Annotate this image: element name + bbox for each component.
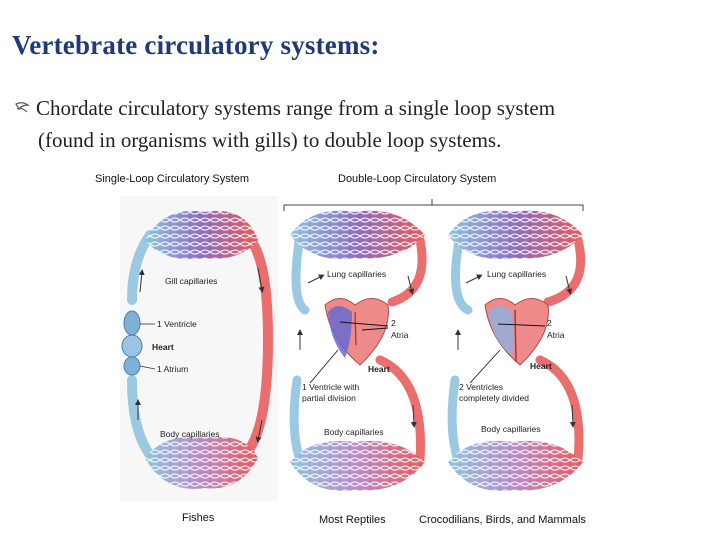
bullet-line-1-text: Chordate circulatory systems range from a single loop system [36,96,556,120]
fish-heart-label: Heart [152,342,174,352]
mammal-atria-number: 2 [547,318,552,328]
mammal-flow-arrow-1 [466,276,480,283]
double-loop-bracket [284,199,583,211]
reptile-flow-arrow-1 [308,276,322,283]
mammals-caption: Crocodilians, Birds, and Mammals [419,514,586,526]
mammal-heart-icon [485,299,548,366]
slide-title: Vertebrate circulatory systems: [12,30,380,60]
single-loop-heading: Single-Loop Circulatory System [95,173,250,185]
reptile-ventricle-label-2: partial division [302,393,356,403]
mammal-circulation [448,211,583,491]
reptile-atria-number: 2 [391,318,396,328]
reptiles-caption: Most Reptiles [319,514,386,526]
fish-body-capillaries-label: Body capillaries [160,429,220,439]
fishes-caption: Fishes [182,512,215,524]
fish-ventricle-label: 1 Ventricle [157,319,197,329]
double-loop-heading: Double-Loop Circulatory System [338,173,497,185]
mammal-ventricles-label-2: completely divided [459,393,529,403]
fish-gill-capillaries-label: Gill capillaries [165,276,218,286]
fish-heart-icon [122,311,142,375]
reptile-heart-label: Heart [368,364,390,374]
fish-circulation [120,196,278,501]
mammal-lung-capillaries-label: Lung capillaries [487,269,547,279]
mammal-vessel-systemic-left [452,380,458,460]
mammal-body-capillaries-label: Body capillaries [481,424,541,434]
reptile-lung-capillaries-label: Lung capillaries [327,269,387,279]
reptile-body-capillaries-label: Body capillaries [324,427,384,437]
reptile-ventricle-label-1: 1 Ventricle with [302,382,360,392]
mammal-ventricles-label-1: 2 Ventricles [459,382,503,392]
mammal-heart-label: Heart [530,361,552,371]
reptile-heart-icon [325,299,388,366]
reptile-circulation [290,211,425,491]
bullet-line-2: (found in organisms with gills) to double loop systems. [38,128,502,152]
mammal-atria-label: Atria [547,330,565,340]
reptile-atria-label: Atria [391,330,409,340]
fish-atrium-label: 1 Atrium [157,364,189,374]
reptile-vessel-systemic-left [294,380,300,460]
